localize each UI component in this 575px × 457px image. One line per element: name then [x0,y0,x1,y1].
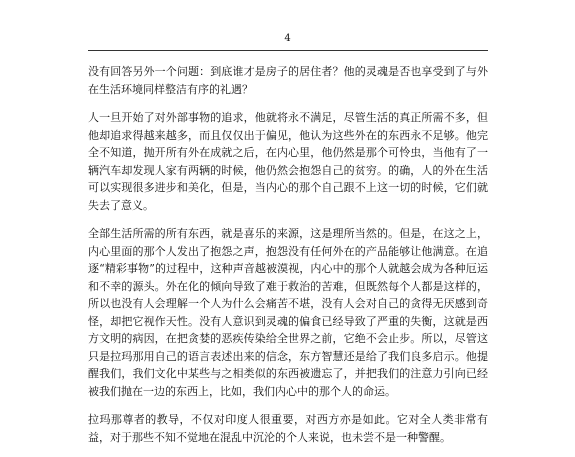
paragraph-2: 人一旦开始了对外部事物的追求，他就将永不满足，尽管生活的真正所需不多，但他却追求得越来越多，而且仅仅出于偏见，他认为这些外在的东西永不足够。他完全不知道，抛开所有外在成就之后，在内心里，他仍然是那个可怜虫，当他有了一辆汽车却发现人家有两辆的时候，他仍然会抱怨自己的贫穷。的确，人的外在生活可以实现很多进步和美化，但是，当内心的那个自己跟不上这一切的时候，它们就失去了意义。 [88,111,488,212]
header-rule [88,50,488,51]
paragraph-1: 没有回答另外一个问题：到底谁才是房子的居住者？他的灵魂是否也享受到了与外在生活环境同样整洁有序的礼遇？ [88,65,488,96]
page-body [88,63,488,457]
paragraph-4: 拉玛那尊者的教导，不仅对印度人很重要，对西方亦是如此。它对全人类非常有益，对于那些不知不觉地在混乱中沉沦的个人来说，也未尝不是一种警醒。 [88,413,488,444]
paragraph-3: 全部生活所需的所有东西，就是喜乐的来源，这是理所当然的。但是，在这之上，内心里面的那个人发出了抱怨之声，抱怨没有任何外在的产品能够让他满意。在追逐“精彩事物”的过程中，这种声音越被漠视，内心中的那个人就越会成为各种厄运和不幸的源头。外在化的倾向导致了难于救治的苦难，但既然每个人都是这样的，所以也没有人会理解一个人为什么会痛苦不堪，没有人会对自己的贪得无厌感到奇怪，却把它视作天性。没有人意识到灵魂的偏食已经导致了严重的失衡，这就是西方文明的病因，在把贪婪的恶疾传染给全世界之前，它绝不会止步。所以，尽管这只是拉玛那用自己的语言表述出来的信念，东方智慧还是给了我们良多启示。他提醒我们，我们文化中某些与之相类似的东西被遗忘了，并把我们的注意力引向已经被我们抛在一边的东西上，比如，我们内心中的那个人的命运。 [88,227,488,398]
page-number: 4 [284,33,291,44]
